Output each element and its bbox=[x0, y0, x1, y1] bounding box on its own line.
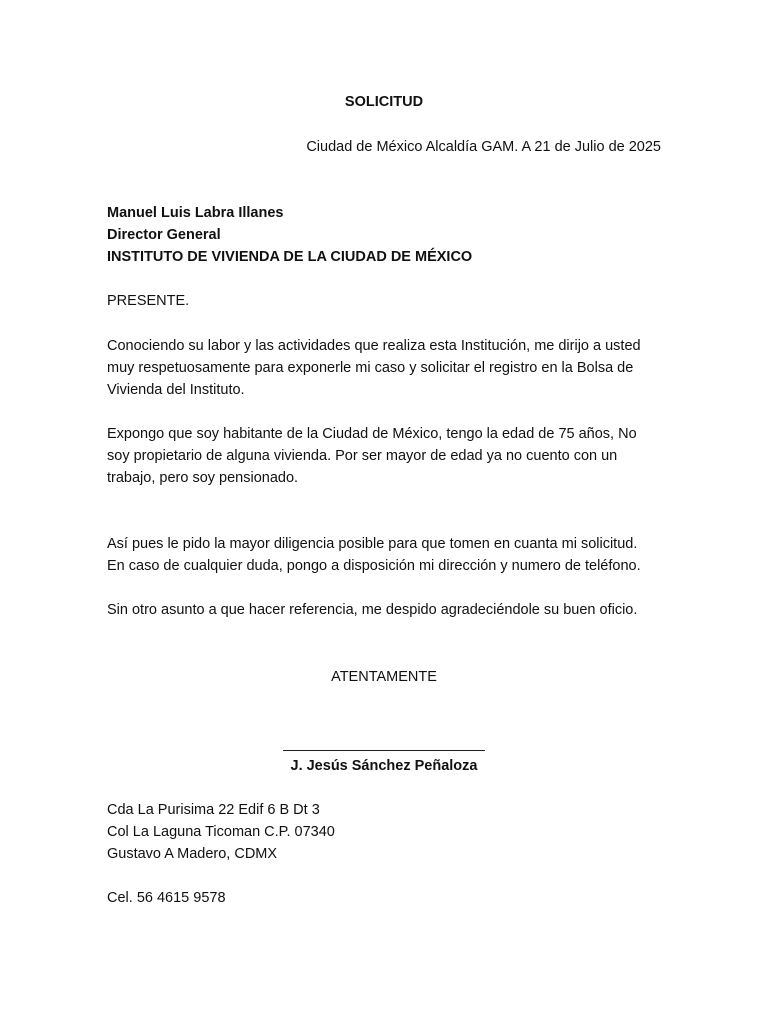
paragraph-line: soy propietario de alguna vivienda. Por ser mayor de edad ya no cuento con un bbox=[107, 448, 618, 464]
paragraph-line: Así pues le pido la mayor diligencia posible para que tomen en cuanta mi solicitud. bbox=[107, 536, 638, 552]
place-date: Ciudad de México Alcaldía GAM. A 21 de Julio de 2025 bbox=[306, 139, 661, 155]
address-line: Cda La Purisima 22 Edif 6 B Dt 3 bbox=[107, 802, 320, 818]
paragraph-line: muy respetuosamente para exponerle mi caso y solicitar el registro en la Bolsa de bbox=[107, 360, 634, 376]
body-paragraph-1 bbox=[107, 335, 667, 401]
recipient-position: Director General bbox=[107, 227, 221, 243]
paragraph-line: Conociendo su labor y las actividades que realiza esta Institución, me dirijo a usted bbox=[107, 338, 641, 354]
recipient-name: Manuel Luis Labra Illanes bbox=[107, 205, 284, 221]
body-paragraph-4 bbox=[107, 599, 667, 621]
body-paragraph-2 bbox=[107, 423, 667, 489]
sender-phone: Cel. 56 4615 9578 bbox=[107, 890, 226, 906]
paragraph-line: En caso de cualquier duda, pongo a disposición mi dirección y numero de teléfono. bbox=[107, 558, 641, 574]
recipient-block bbox=[107, 202, 667, 268]
letter-title: SOLICITUD bbox=[344, 94, 424, 110]
closing: ATENTAMENTE bbox=[331, 669, 437, 685]
paragraph-line: trabajo, pero soy pensionado. bbox=[107, 470, 299, 486]
paragraph-line: Vivienda del Instituto. bbox=[107, 382, 245, 398]
sender-name: J. Jesús Sánchez Peñaloza bbox=[290, 758, 478, 774]
sender-address bbox=[107, 799, 667, 865]
paragraph-line: Sin otro asunto a que hacer referencia, me despido agradeciéndole su buen oficio. bbox=[107, 602, 638, 618]
address-line: Col La Laguna Ticoman C.P. 07340 bbox=[107, 824, 335, 840]
recipient-institution: INSTITUTO DE VIVIENDA DE LA CIUDAD DE MÉXICO bbox=[107, 249, 473, 265]
body-paragraph-3 bbox=[107, 533, 667, 577]
salutation: PRESENTE. bbox=[107, 293, 190, 309]
signature-line: _________________________ bbox=[283, 736, 485, 752]
paragraph-line: Expongo que soy habitante de la Ciudad de México, tengo la edad de 75 años, No bbox=[107, 426, 637, 442]
address-line: Gustavo A Madero, CDMX bbox=[107, 846, 278, 862]
